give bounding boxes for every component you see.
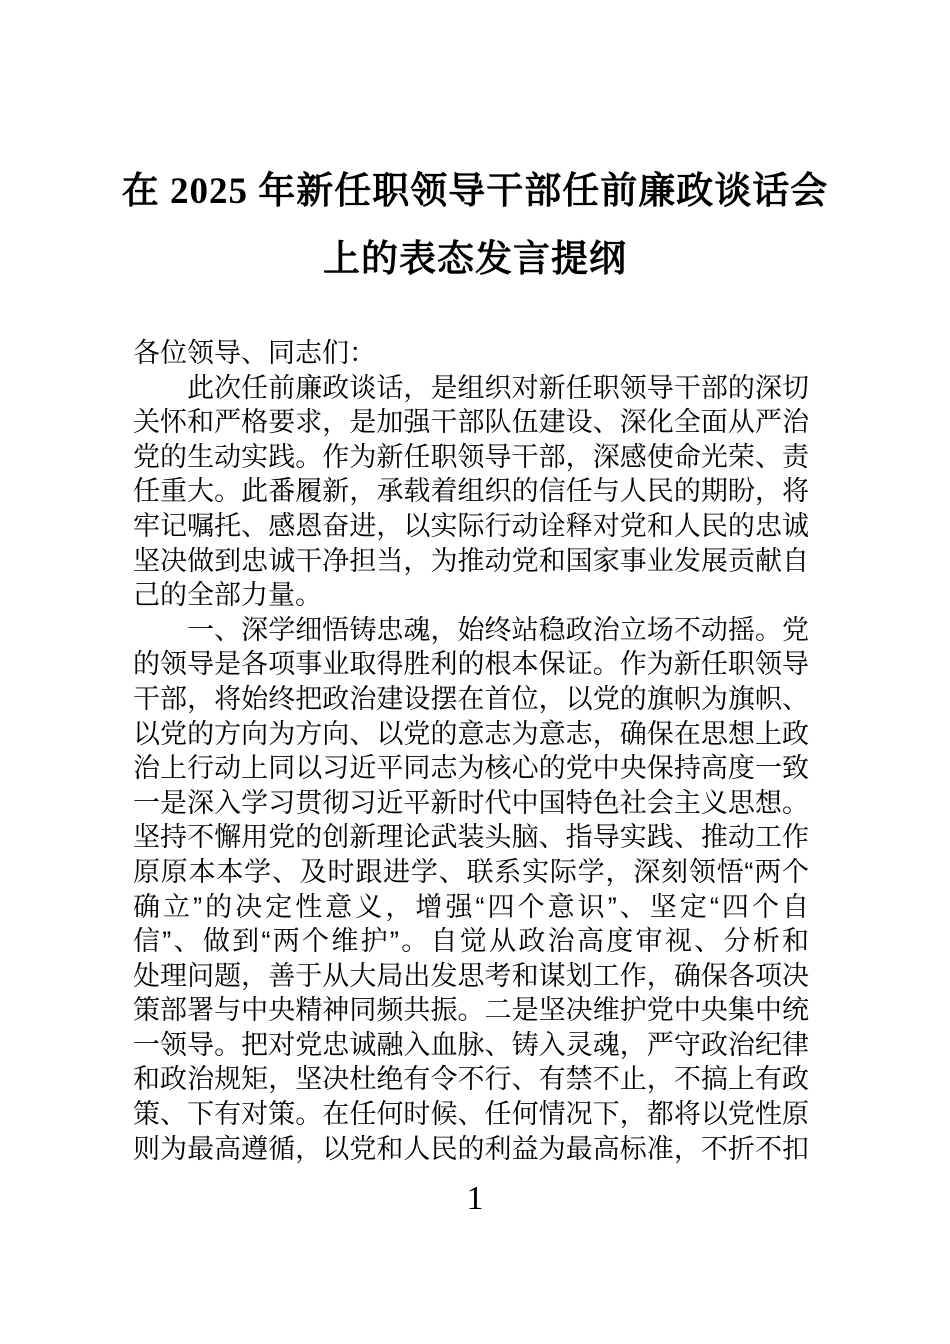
text-line: 一是深入学习贯彻习近平新时代中国特色社会主义思想。 [133,787,809,818]
text-line: 一领导。把对党忠诚融入血脉、铸入灵魂，严守政治纪律 [133,1029,809,1060]
paragraph-1 [133,336,809,371]
text-line: 处理问题，善于从大局出发思考和谋划工作，确保各项决 [133,960,809,991]
text-line: 和政治规矩，坚决杜绝有令不行、有禁不止，不搞上有政 [133,1064,809,1095]
text-line: 牢记嘱托、感恩奋进，以实际行动诠释对党和人民的忠诚 [133,510,809,541]
text-line: 策、下有对策。在任何时候、任何情况下，都将以党性原 [133,1099,809,1130]
text-line: 的领导是各项事业取得胜利的根本保证。作为新任职领导 [133,649,809,680]
text-line: 确立”的决定性意义，增强“四个意识”、坚定“四个自 [133,891,809,922]
text-line: 己的全部力量。 [133,580,322,611]
text-line: 坚持不懈用党的创新理论武装头脑、指导实践、推动工作 [133,822,809,853]
text-line: 策部署与中央精神同频共振。二是坚决维护党中央集中统 [133,995,809,1026]
text-line: 此次任前廉政谈话，是组织对新任职领导干部的深切 [133,372,809,403]
text-line: 原原本本学、及时跟进学、联系实际学，深刻领悟“两个 [133,856,809,887]
text-line: 以党的方向为方向、以党的意志为意志，确保在思想上政 [133,718,809,749]
text-line: 各位领导、同志们： [133,338,376,368]
title-line-2: 上的表态发言提纲 [323,239,627,280]
text-line: 关怀和严格要求，是加强干部队伍建设、深化全面从严治 [133,407,809,438]
text-line: 则为最高遵循，以党和人民的利益为最高标准，不折不扣 [133,1133,809,1164]
document-title [0,0,950,294]
text-line: 坚决做到忠诚干净担当，为推动党和国家事业发展贡献自 [133,545,809,576]
text-line: 党的生动实践。作为新任职领导干部，深感使命光荣、责 [133,441,809,472]
text-line: 干部，将始终把政治建设摆在首位，以党的旗帜为旗帜、 [133,683,809,714]
document-body [133,336,809,1166]
page-number: 1 [466,1180,484,1218]
text-line: 任重大。此番履新，承载着组织的信任与人民的期盼，将 [133,476,809,507]
paragraph-3 [133,613,809,1167]
title-line-1: 在 2025 年新任职领导干部任前廉政谈话会 [121,171,829,212]
text-line: 治上行动上同以习近平同志为核心的党中央保持高度一致 [133,753,809,784]
paragraph-2 [133,371,809,613]
text-line: 一、深学细悟铸忠魂，始终站稳政治立场不动摇。党 [133,614,809,645]
text-line: 信”、做到“两个维护”。自觉从政治高度审视、分析和 [133,926,809,957]
